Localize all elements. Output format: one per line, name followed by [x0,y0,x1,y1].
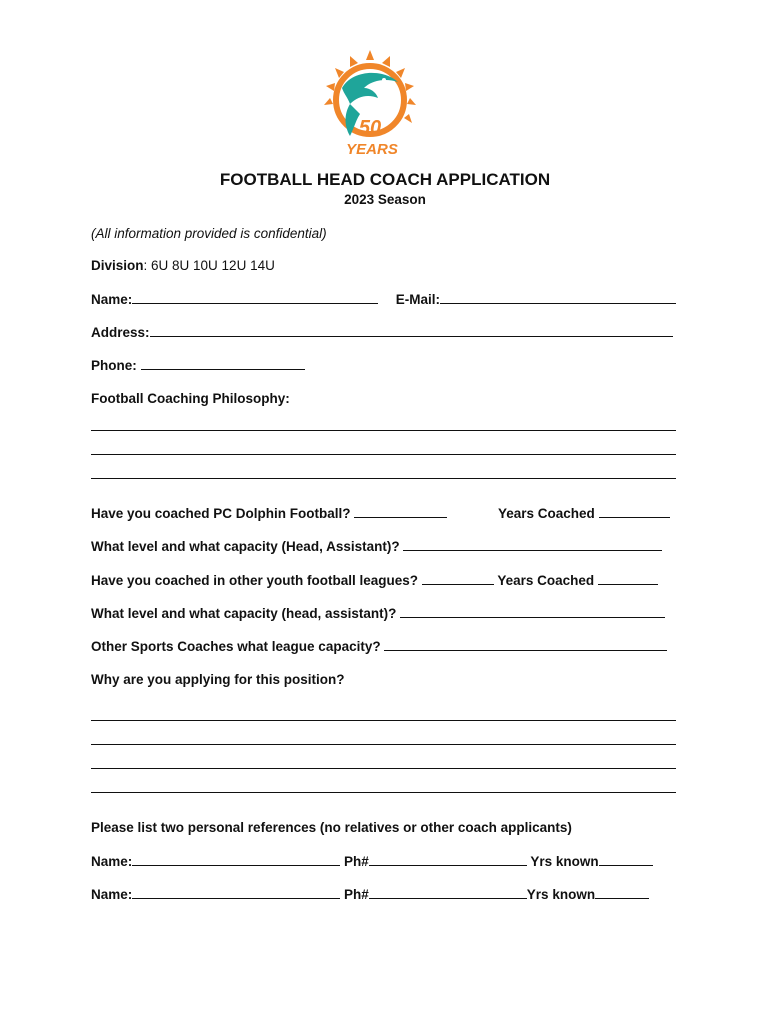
ref-phone-label: Ph# [344,854,369,869]
why-line-3[interactable] [91,768,676,769]
other-sports-field[interactable] [384,638,667,651]
coached-other-label: Have you coached in other youth football leagues? [91,573,419,588]
dolphins-50-years-logo [320,48,420,160]
ref2-name-field[interactable] [132,886,340,899]
season-subtitle: 2023 Season [344,192,426,207]
ref-years-label: Yrs known [530,854,599,869]
ref2-name-label: Name: [91,887,133,902]
ref-phone-field[interactable] [369,853,527,866]
address-field[interactable] [150,324,673,337]
why-label: Why are you applying for this position? [91,672,345,687]
level-capacity-label-2: What level and what capacity (head, assistant)? [91,606,397,621]
email-label: E-Mail: [395,292,441,307]
level-capacity-label: What level and what capacity (Head, Assistant)? [91,539,400,554]
ref2-years-label: Yrs known [526,887,596,902]
phone-label: Phone: [91,358,137,373]
philosophy-line-1[interactable] [91,430,676,431]
level-capacity-row [91,538,662,554]
name-field[interactable] [132,291,378,304]
coached-pc-field[interactable] [354,505,447,518]
reference-row-2 [91,886,649,902]
reference-row-1 [91,853,653,869]
ref-years-field[interactable] [599,853,653,866]
years-coached-label-2: Years Coached [497,573,595,588]
why-line-2[interactable] [91,744,676,745]
level-capacity-field[interactable] [403,538,662,551]
why-line-4[interactable] [91,792,676,793]
phone-row [91,357,305,373]
ref-name-field[interactable] [132,853,340,866]
name-label: Name: [91,292,133,307]
other-sports-label: Other Sports Coaches what league capacity? [91,639,381,654]
level-capacity-row-2 [91,605,665,621]
division-row [91,258,275,273]
name-email-row [91,291,676,307]
email-field[interactable] [440,291,676,304]
address-row [91,324,673,340]
phone-field[interactable] [141,357,305,370]
division-options: : 6U 8U 10U 12U 14U [143,258,275,273]
address-label: Address: [91,325,150,340]
philosophy-line-2[interactable] [91,454,676,455]
division-label: Division [91,258,144,273]
coached-other-field[interactable] [422,572,494,585]
ref2-years-field[interactable] [595,886,649,899]
svg-text:YEARS: YEARS [346,141,398,158]
years-coached-field-2[interactable] [598,572,658,585]
years-coached-row [498,505,670,521]
level-capacity-field-2[interactable] [400,605,665,618]
philosophy-label: Football Coaching Philosophy: [91,391,290,406]
coached-pc-label: Have you coached PC Dolphin Football? [91,506,351,521]
years-coached-label: Years Coached [498,506,595,521]
philosophy-line-3[interactable] [91,478,676,479]
ref2-phone-label: Ph# [344,887,369,902]
svg-text:50: 50 [358,117,382,139]
references-label: Please list two personal references (no relatives or other coach applicants) [91,820,572,835]
years-coached-field[interactable] [599,505,670,518]
why-line-1[interactable] [91,720,676,721]
page-title: FOOTBALL HEAD COACH APPLICATION [219,170,551,189]
confidential-note: (All information provided is confidential) [91,226,327,241]
other-sports-row [91,638,667,654]
ref2-phone-field[interactable] [369,886,527,899]
coached-other-row [91,572,658,588]
ref-name-label: Name: [91,854,133,869]
coached-pc-row [91,505,447,521]
